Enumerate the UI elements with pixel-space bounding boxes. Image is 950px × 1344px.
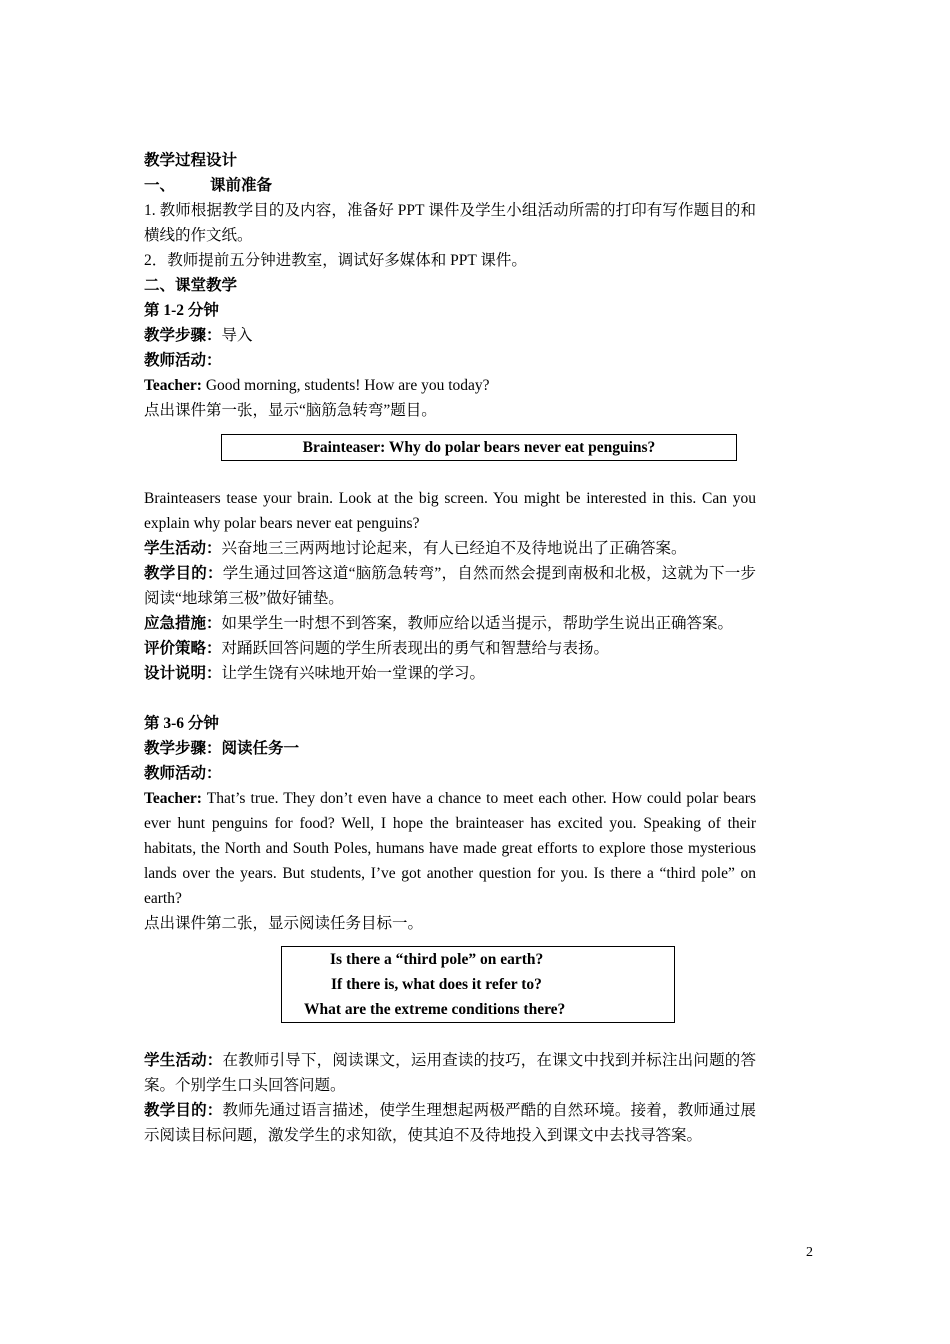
prep-heading xyxy=(144,173,756,198)
step2-teacher-text: That’s true. They don’t even have a chance to meet each other. How could polar bears ever hunt penguins for food? Well, I hope the brainteaser has excited you. Speaking of their habitats, the North and South Poles, humans have made great efforts to explore those mysterious lands over the years. But students, I’ve got another question for you. Is there a “third pole” on earth? xyxy=(144,790,756,907)
page-number: 2 xyxy=(806,1245,813,1260)
prep-heading-number: 一、 xyxy=(144,177,176,194)
step1-time: 第 1-2 分钟 xyxy=(144,302,219,319)
step1-design-text: 让学生饶有兴味地开始一堂课的学习。 xyxy=(221,665,486,682)
step1-student xyxy=(144,536,756,561)
task-question-3: What are the extreme conditions there? xyxy=(304,1001,566,1018)
step1-paragraph: Brainteasers tease your brain. Look at the big screen. You might be interested in this. Can you explain why polar bears never eat penguins? xyxy=(144,490,756,532)
step2-purpose-label: 教学目的： xyxy=(144,1102,223,1119)
step1-student-text: 兴奋地三三两两地讨论起来，有人已经迫不及待地说出了正确答案。 xyxy=(221,540,687,557)
task-question-2: If there is, what does it refer to? xyxy=(331,976,542,993)
step1-teacher-activity: 教师活动： xyxy=(144,352,222,369)
step2-purpose xyxy=(144,1098,756,1148)
reading-task-box xyxy=(281,946,675,1023)
step1-teacher-line xyxy=(144,373,756,398)
step1-design-label: 设计说明： xyxy=(144,665,222,682)
step2-student-text: 在教师引导下，阅读课文，运用查读的技巧，在课文中找到并标注出问题的答案。个别学生口头回答问题。 xyxy=(144,1052,756,1094)
page-title: 教学过程设计 xyxy=(144,152,238,169)
step1-emergency-text: 如果学生一时想不到答案，教师应给以适当提示，帮助学生说出正确答案。 xyxy=(221,615,734,632)
step2-teacher-paragraph xyxy=(144,786,756,911)
prep-heading-text: 课前准备 xyxy=(210,177,273,194)
step1-purpose-text: 学生通过回答这道“脑筋急转弯”，自然而然会提到南极和北极，这就为下一步阅读“地球第三极”做好铺垫。 xyxy=(144,565,756,607)
prep-item-2: 2．教师提前五分钟进教室，调试好多媒体和 PPT 课件。 xyxy=(144,252,527,269)
task-question-1: Is there a “third pole” on earth? xyxy=(330,951,544,968)
step1-teacher-label: Teacher: xyxy=(144,377,202,394)
step2-purpose-text: 教师先通过语言描述，使学生理想起两极严酷的自然环境。接着，教师通过展示阅读目标问题，激发学生的求知欲，使其迫不及待地投入到课文中去找寻答案。 xyxy=(144,1102,756,1144)
step1-teacher-text: Good morning, students! How are you today? xyxy=(201,377,490,394)
step2-teacher-activity: 教师活动： xyxy=(144,765,222,782)
step1-step xyxy=(144,323,756,348)
step1-eval-text: 对踊跃回答问题的学生所表现出的勇气和智慧给与表扬。 xyxy=(221,640,610,657)
step1-design xyxy=(144,661,756,686)
class-heading: 二、课堂教学 xyxy=(144,277,238,294)
step2-teacher-label: Teacher: xyxy=(144,790,202,807)
step1-evaluation xyxy=(144,636,756,661)
step1-emergency-label: 应急措施： xyxy=(144,615,222,632)
step2-student-label: 学生活动： xyxy=(144,1052,223,1069)
brainteaser-box: Brainteaser: Why do polar bears never eat penguins? xyxy=(221,434,737,461)
prep-item-1: 1. 教师根据教学目的及内容，准备好 PPT 课件及学生小组活动所需的打印有写作题目的和横线的作文纸。 xyxy=(144,202,756,244)
step2-time: 第 3-6 分钟 xyxy=(144,715,219,732)
step1-eval-label: 评价策略： xyxy=(144,640,222,657)
step1-student-label: 学生活动： xyxy=(144,540,222,557)
step1-emergency xyxy=(144,611,756,636)
step1-purpose xyxy=(144,561,756,611)
step1-purpose-label: 教学目的： xyxy=(144,565,223,582)
step1-step-label: 教学步骤： xyxy=(144,327,222,344)
step2-student xyxy=(144,1048,756,1098)
step2-step: 教学步骤：阅读任务一 xyxy=(144,740,300,757)
step1-slide-note: 点出课件第一张，显示“脑筋急转弯”题目。 xyxy=(144,402,437,419)
step2-slide-note: 点出课件第二张，显示阅读任务目标一。 xyxy=(144,915,424,932)
step1-step-value: 导入 xyxy=(221,327,253,344)
blank-line xyxy=(144,686,756,711)
page-content xyxy=(144,148,756,1148)
